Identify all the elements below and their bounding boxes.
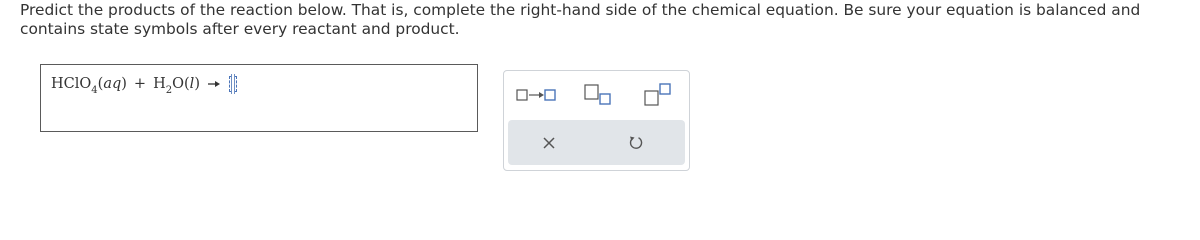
- superscript-button[interactable]: [633, 80, 681, 110]
- equation-answer-box[interactable]: [40, 64, 478, 132]
- subscript-button[interactable]: [573, 80, 621, 110]
- box-arrow-box-icon: [516, 88, 556, 102]
- subscript-icon: [582, 84, 612, 106]
- reactant-water-formula: $H_2O$: [153, 76, 184, 96]
- reactant-water-state: (l): [184, 76, 200, 92]
- undo-icon: [628, 135, 644, 151]
- x-icon: [542, 136, 556, 150]
- plus-sign: +: [133, 76, 147, 92]
- undo-button[interactable]: [616, 128, 656, 158]
- reaction-arrow-icon: [208, 80, 220, 88]
- insert-arrow-button[interactable]: [512, 80, 560, 110]
- chemical-equation: [51, 70, 237, 98]
- action-bar: [508, 120, 685, 165]
- equation-toolbox: [503, 70, 690, 171]
- reactant-hclo4-state: (aq): [97, 76, 127, 92]
- reactant-hclo4-formula: HClO$_4$: [51, 76, 98, 96]
- product-input-cursor[interactable]: [229, 76, 237, 92]
- superscript-icon: [642, 83, 672, 107]
- question-prompt: Predict the products of the reaction below. That is, complete the right-hand side of the chemical equation. Be sure your equation is balanced and contains state symbols after every reactant and product.: [20, 1, 1141, 38]
- clear-button[interactable]: [529, 128, 569, 158]
